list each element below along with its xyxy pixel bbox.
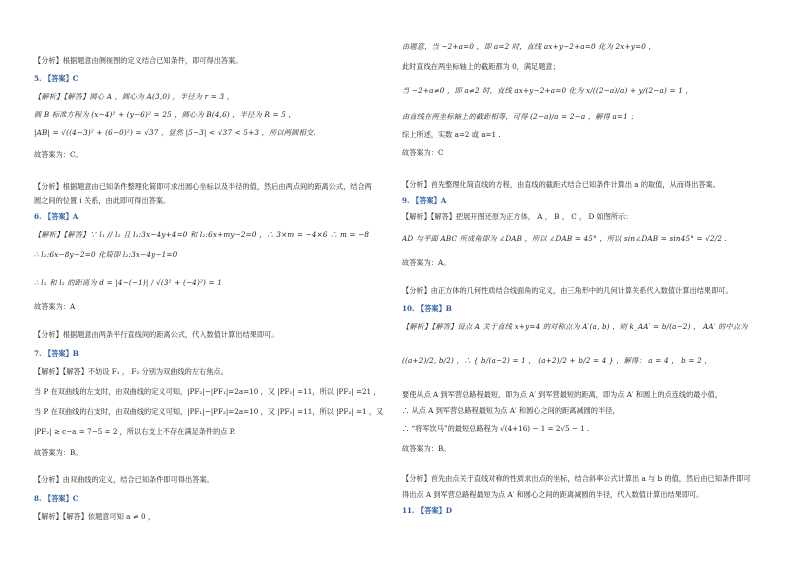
solution-9-line-1: 【解析】【解答】把展开图还原为正方体， A ， B ， C ， D 如图所示： <box>402 212 633 221</box>
solution-6-line-3: ∴ l₁ 和 l₂ 的距离为 d = |4−(−1)| / √(3² + (−4)²) = 1 <box>34 278 223 287</box>
solution-8-line-6: 综上所述，实数 a=2 或 a=1 . <box>402 130 501 139</box>
analysis-9: 【分析】由正方体的几何性质结合线面角的定义，由三角形中的几何计算关系代入数值计算出结果即可。 <box>402 286 733 295</box>
answer-9: 9. 【答案】A <box>402 196 447 205</box>
conclusion-7: 故答案为：B。 <box>34 448 83 457</box>
solution-5-line-3: |AB| = √((4−3)² + (6−0)²) = √37 ，显然 |5−3| < √37 < 5+3 ，所以两圆相交. <box>34 128 316 137</box>
solution-10-line-4: ∴ 从点 A 到军营总路程最短为点 A′ 和圆心之间的距离减圆的半径， <box>402 406 620 415</box>
solution-7-line-4: |PF₂| ≥ c−a = 7−5 = 2 ，所以右支上不存在满足条件的点 P. <box>34 427 236 436</box>
solution-8-line-3: 此时直线在两坐标轴上的截距都为 0，满足题意； <box>402 62 560 71</box>
solution-8-line-5: 由直线在两坐标轴上的截距相等，可得 (2−a)/a = 2−a ，解得 a=1 ； <box>402 112 638 121</box>
solution-10-line-2: ((a+2)/2, b/2) ，∴ { b/(a−2) = 1 ， (a+2)/2 + b/2 = 4 } ，解得： a = 4 ， b = 2 ， <box>402 356 712 365</box>
solution-10-line-1: 【解析】【解答】设点 A 关于直线 x+y=4 的对称点为 A′(a, b) ，则 k_AA′ = b/(a−2) ， AA′ 的中点为 <box>402 322 748 331</box>
analysis-5-line-1: 【分析】根据题意由已知条件整理化简即可求出圆心坐标以及半径的值，然后由两点间的距离公式，结合两 <box>34 182 372 191</box>
solution-9-line-2: AD 与平面 ABC 所成角即为 ∠DAB ，所以 ∠DAB = 45° ，所以 sin∠DAB = sin45° = √2/2 . <box>402 234 728 243</box>
right-column <box>402 0 762 561</box>
answer-6: 6. 【答案】A <box>34 212 79 221</box>
solution-8-line-4: 当 −2+a≠0 ，即 a≠2 时，直线 ax+y−2+a=0 化为 x/((2−a)/a) + y/(2−a) = 1 ， <box>402 86 693 95</box>
solution-7-line-2: 当 P 在双曲线的左支时，由双曲线的定义可知，|PF₂|−|PF₁|=2a=10 ，又 |PF₁| =11，所以 |PF₂| =21 ， <box>34 387 381 396</box>
left-column <box>34 0 394 561</box>
conclusion-10: 故答案为：B。 <box>402 444 451 453</box>
answer-8: 8. 【答案】C <box>34 494 79 503</box>
solution-7-line-1: 【解析】【解答】不妨设 F₁ ， F₂ 分别为双曲线的左右焦点。 <box>34 367 228 376</box>
solution-6-line-2: ∴ l₂:6x−8y−2=0 化简即 l₂:3x−4y−1=0 <box>34 250 178 259</box>
answer-5: 5. 【答案】C <box>34 74 79 83</box>
solution-10-line-3: 要使从点 A 到军营总路程最短，即为点 A′ 到军营最短的距离，即为点 A′ 和圆上的点连线的最小值， <box>402 390 723 399</box>
solution-10-line-5: ∴ “将军饮马”的最短总路程为 √(4+16) − 1 = 2√5 − 1 . <box>402 424 590 433</box>
conclusion-6: 故答案为：A <box>34 302 76 311</box>
conclusion-9: 故答案为：A。 <box>402 258 451 267</box>
solution-5-line-2: 圆 B 标准方程为 (x−4)² + (y−6)² = 25 ，圆心为 B(4,6) ，半径为 R = 5 ， <box>34 110 296 119</box>
analysis-10-line-2: 得出点 A 到军营总路程最短为点 A′ 和圆心之间的距离减圆的半径，代入数值计算出结果即可。 <box>402 490 704 499</box>
answer-11: 11. 【答案】D <box>402 506 452 515</box>
solution-8-line-1: 【解析】【解答】依题意可知 a ≠ 0 ， <box>34 512 156 521</box>
conclusion-8: 故答案为：C <box>402 148 444 157</box>
analysis-4: 【分析】根据题意由侧视图的定义结合已知条件，即可得出答案。 <box>34 56 243 65</box>
solution-6-line-1: 【解析】【解答】∵ l₁ // l₂ 且 l₁:3x−4y+4=0 和 l₂:6x+my−2=0 ，∴ 3×m = −4×6 ∴ m = −8 <box>34 230 370 239</box>
solution-8-line-2: 由题意，当 −2+a=0 ，即 a=2 时，直线 ax+y−2+a=0 化为 2x+y=0 ， <box>402 42 656 51</box>
analysis-5-line-2: 圆之间的位置 i 关系，由此即可得出答案。 <box>34 196 171 205</box>
answer-10: 10. 【答案】B <box>402 304 452 313</box>
analysis-7: 【分析】由双曲线的定义，结合已知条件即可得出答案。 <box>34 475 214 484</box>
analysis-10-line-1: 【分析】首先由点关于直线对称的性质求出点的坐标，结合斜率公式计算出 a 与 b 的值，然后由已知条件即可 <box>402 474 751 483</box>
solution-7-line-3: 当 P 在双曲线的右支时，由双曲线的定义可知，|PF₁|−|PF₂|=2a=10 ，又 |PF₁| =11，所以 |PF₂| =1 ，又 <box>34 407 384 416</box>
analysis-6: 【分析】根据题意由两条平行直线间的距离公式，代入数值计算出结果即可。 <box>34 330 279 339</box>
solution-5-line-1: 【解析】【解答】圆心 A ，圆心为 A(3,0) ，半径为 r = 3 ， <box>34 92 235 101</box>
answer-7: 7. 【答案】B <box>34 349 79 358</box>
analysis-8: 【分析】首先整理化简直线的方程，由直线的截距式结合已知条件计算出 a 的取值，从而得出答案。 <box>402 180 720 189</box>
conclusion-5: 故答案为：C。 <box>34 150 83 159</box>
